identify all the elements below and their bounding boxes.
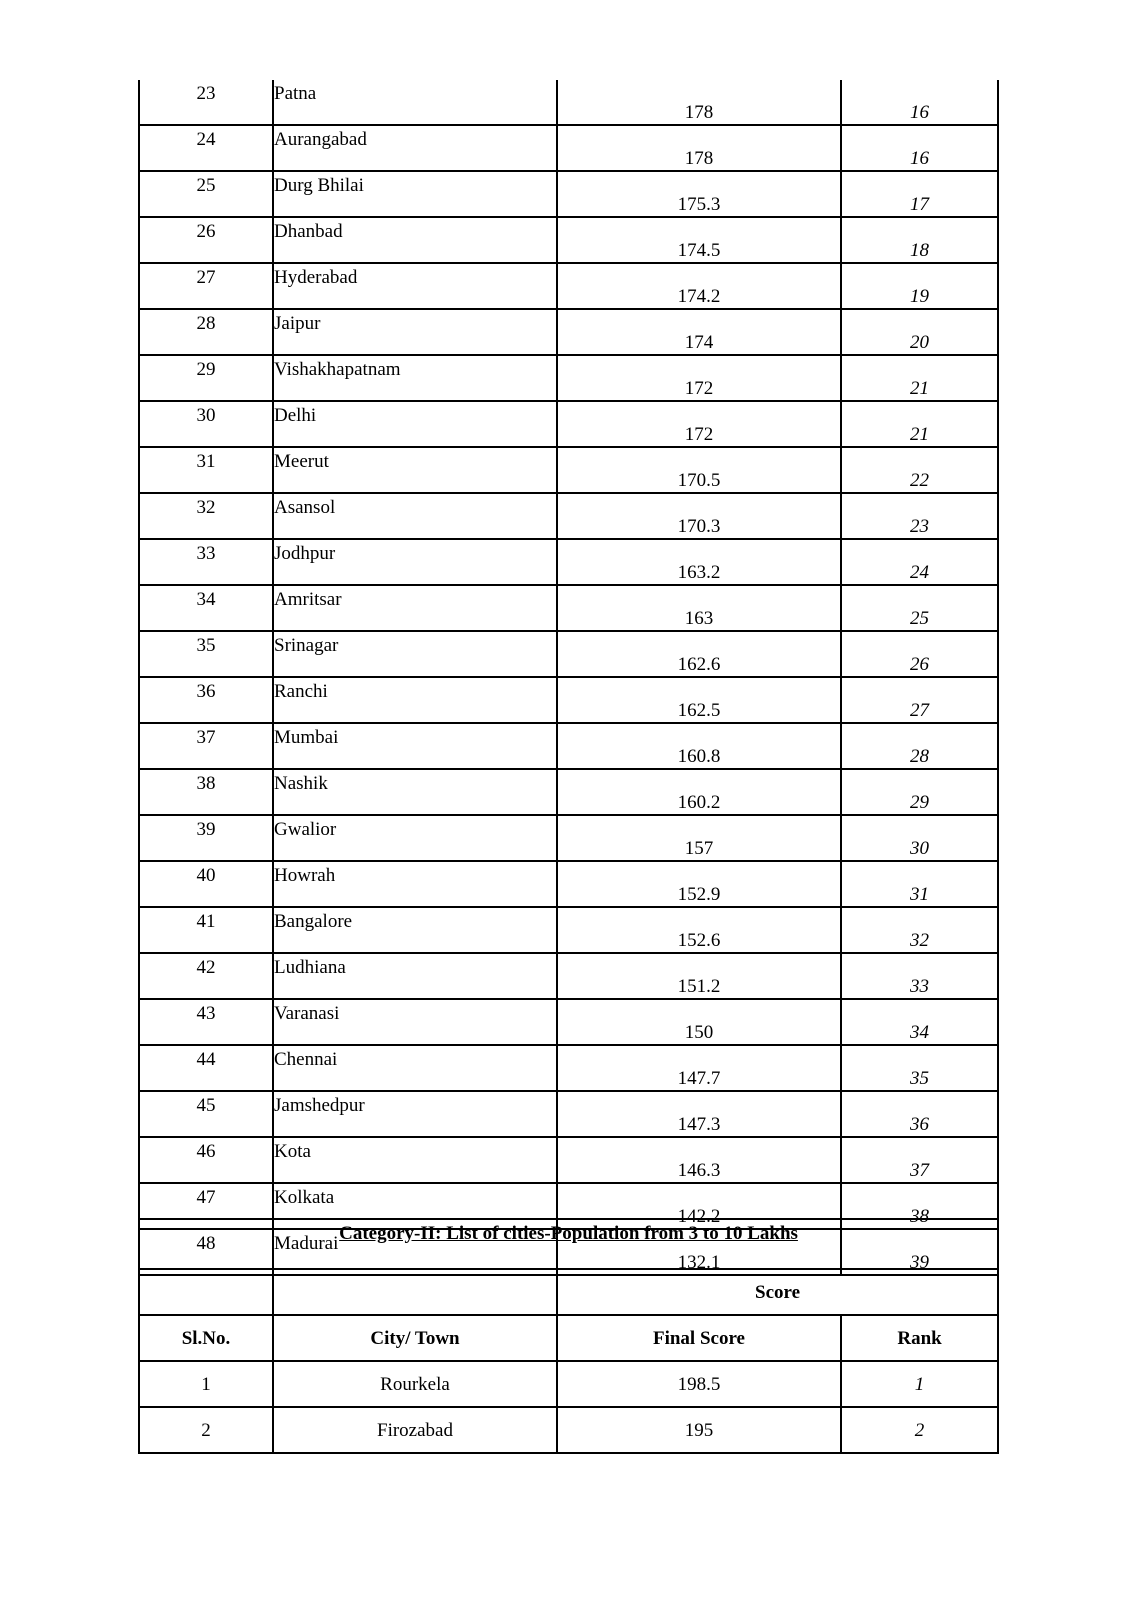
sl-no-cell: 31 — [139, 447, 273, 493]
city-cell: Vishakhapatnam — [273, 355, 557, 401]
sl-no-cell: 47 — [139, 1183, 273, 1229]
city-cell: Jaipur — [273, 309, 557, 355]
ranking-table-category-i — [138, 80, 999, 1276]
sl-no-cell: 28 — [139, 309, 273, 355]
sl-no-cell: 40 — [139, 861, 273, 907]
table-row — [139, 355, 998, 401]
score-cell: 160.2 — [557, 769, 841, 815]
sl-no-cell: 29 — [139, 355, 273, 401]
table-row — [139, 1407, 998, 1453]
rank-cell: 35 — [841, 1045, 998, 1091]
rank-cell: 38 — [841, 1183, 998, 1229]
score-cell: 170.5 — [557, 447, 841, 493]
table-row — [139, 125, 998, 171]
city-cell: Dhanbad — [273, 217, 557, 263]
city-cell: Kota — [273, 1137, 557, 1183]
rank-cell: 24 — [841, 539, 998, 585]
score-cell: 162.6 — [557, 631, 841, 677]
score-cell: 178 — [557, 80, 841, 125]
sl-no-cell: 30 — [139, 401, 273, 447]
city-cell: Ludhiana — [273, 953, 557, 999]
table-row — [139, 1137, 998, 1183]
table-row — [139, 1361, 998, 1407]
sl-no-cell: 24 — [139, 125, 273, 171]
sl-no-cell: 35 — [139, 631, 273, 677]
table-row — [139, 171, 998, 217]
city-cell: Patna — [273, 80, 557, 125]
city-cell: Chennai — [273, 1045, 557, 1091]
rank-cell: 21 — [841, 355, 998, 401]
rank-cell: 30 — [841, 815, 998, 861]
score-cell: 132.1 — [557, 1229, 841, 1275]
ranking-table-category-ii — [138, 1218, 999, 1454]
score-cell: 178 — [557, 125, 841, 171]
sl-no-cell: 37 — [139, 723, 273, 769]
city-cell: Meerut — [273, 447, 557, 493]
score-group-header: Score — [557, 1269, 998, 1315]
city-cell: Bangalore — [273, 907, 557, 953]
city-cell: Madurai — [273, 1229, 557, 1275]
rank-cell: 16 — [841, 80, 998, 125]
table-row — [139, 815, 998, 861]
score-cell: 174.2 — [557, 263, 841, 309]
rank-cell: 28 — [841, 723, 998, 769]
table-row — [139, 953, 998, 999]
table-row — [139, 1045, 998, 1091]
empty-header-cell — [139, 1269, 273, 1315]
rank-cell: 33 — [841, 953, 998, 999]
sl-no-cell: 25 — [139, 171, 273, 217]
table-row — [139, 1091, 998, 1137]
sl-no-cell: 45 — [139, 1091, 273, 1137]
table-title-row — [139, 1219, 998, 1269]
rank-cell: 17 — [841, 171, 998, 217]
sl-no-header: Sl.No. — [139, 1315, 273, 1361]
rank-cell: 37 — [841, 1137, 998, 1183]
sl-no-cell: 34 — [139, 585, 273, 631]
score-cell: 142.2 — [557, 1183, 841, 1229]
table-row — [139, 309, 998, 355]
city-cell: Gwalior — [273, 815, 557, 861]
sl-no-cell: 23 — [139, 80, 273, 125]
sl-no-cell: 41 — [139, 907, 273, 953]
city-cell: Jodhpur — [273, 539, 557, 585]
rank-cell: 34 — [841, 999, 998, 1045]
empty-header-cell — [273, 1269, 557, 1315]
score-cell: 163.2 — [557, 539, 841, 585]
city-cell: Amritsar — [273, 585, 557, 631]
city-cell: Varanasi — [273, 999, 557, 1045]
sl-no-cell: 46 — [139, 1137, 273, 1183]
sl-no-cell: 48 — [139, 1229, 273, 1275]
city-cell: Firozabad — [273, 1407, 557, 1453]
rank-cell: 36 — [841, 1091, 998, 1137]
table-title: Category-II: List of cities-Population from 3 to 10 Lakhs — [139, 1219, 998, 1269]
sl-no-cell: 2 — [139, 1407, 273, 1453]
city-cell: Aurangabad — [273, 125, 557, 171]
score-cell: 151.2 — [557, 953, 841, 999]
rank-cell: 25 — [841, 585, 998, 631]
city-cell: Howrah — [273, 861, 557, 907]
score-cell: 150 — [557, 999, 841, 1045]
table-row — [139, 861, 998, 907]
score-cell: 146.3 — [557, 1137, 841, 1183]
rank-header: Rank — [841, 1315, 998, 1361]
city-cell: Durg Bhilai — [273, 171, 557, 217]
score-cell: 163 — [557, 585, 841, 631]
city-cell: Kolkata — [273, 1183, 557, 1229]
rank-cell: 39 — [841, 1229, 998, 1275]
sl-no-cell: 27 — [139, 263, 273, 309]
rank-cell: 20 — [841, 309, 998, 355]
sl-no-cell: 36 — [139, 677, 273, 723]
table-row — [139, 447, 998, 493]
rank-cell: 21 — [841, 401, 998, 447]
score-cell: 198.5 — [557, 1361, 841, 1407]
city-header: City/ Town — [273, 1315, 557, 1361]
table-row — [139, 769, 998, 815]
rank-cell: 2 — [841, 1407, 998, 1453]
city-cell: Asansol — [273, 493, 557, 539]
rank-cell: 27 — [841, 677, 998, 723]
city-cell: Jamshedpur — [273, 1091, 557, 1137]
score-cell: 175.3 — [557, 171, 841, 217]
rank-cell: 16 — [841, 125, 998, 171]
sl-no-cell: 39 — [139, 815, 273, 861]
rank-cell: 22 — [841, 447, 998, 493]
score-cell: 147.7 — [557, 1045, 841, 1091]
table-row — [139, 217, 998, 263]
rank-cell: 32 — [841, 907, 998, 953]
score-cell: 174 — [557, 309, 841, 355]
table-row — [139, 999, 998, 1045]
sl-no-cell: 43 — [139, 999, 273, 1045]
rank-cell: 26 — [841, 631, 998, 677]
table-row — [139, 539, 998, 585]
table-row — [139, 677, 998, 723]
rank-cell: 18 — [841, 217, 998, 263]
rank-cell: 29 — [841, 769, 998, 815]
city-cell: Nashik — [273, 769, 557, 815]
table-row — [139, 80, 998, 125]
score-cell: 195 — [557, 1407, 841, 1453]
rank-cell: 31 — [841, 861, 998, 907]
score-cell: 172 — [557, 355, 841, 401]
sl-no-cell: 44 — [139, 1045, 273, 1091]
table-row — [139, 401, 998, 447]
group-header-row — [139, 1269, 998, 1315]
score-cell: 174.5 — [557, 217, 841, 263]
city-cell: Ranchi — [273, 677, 557, 723]
rank-cell: 19 — [841, 263, 998, 309]
table-row — [139, 263, 998, 309]
sl-no-cell: 32 — [139, 493, 273, 539]
score-cell: 162.5 — [557, 677, 841, 723]
sl-no-cell: 38 — [139, 769, 273, 815]
table-row — [139, 631, 998, 677]
rank-cell: 23 — [841, 493, 998, 539]
table-row — [139, 493, 998, 539]
city-cell: Srinagar — [273, 631, 557, 677]
sl-no-cell: 26 — [139, 217, 273, 263]
score-cell: 147.3 — [557, 1091, 841, 1137]
score-cell: 160.8 — [557, 723, 841, 769]
sl-no-cell: 1 — [139, 1361, 273, 1407]
city-cell: Mumbai — [273, 723, 557, 769]
score-cell: 152.6 — [557, 907, 841, 953]
score-cell: 157 — [557, 815, 841, 861]
city-cell: Rourkela — [273, 1361, 557, 1407]
sl-no-cell: 33 — [139, 539, 273, 585]
final-score-header: Final Score — [557, 1315, 841, 1361]
table-row — [139, 723, 998, 769]
sl-no-cell: 42 — [139, 953, 273, 999]
score-cell: 170.3 — [557, 493, 841, 539]
table-row — [139, 907, 998, 953]
column-header-row — [139, 1315, 998, 1361]
city-cell: Hyderabad — [273, 263, 557, 309]
table-row — [139, 585, 998, 631]
score-cell: 172 — [557, 401, 841, 447]
score-cell: 152.9 — [557, 861, 841, 907]
city-cell: Delhi — [273, 401, 557, 447]
rank-cell: 1 — [841, 1361, 998, 1407]
